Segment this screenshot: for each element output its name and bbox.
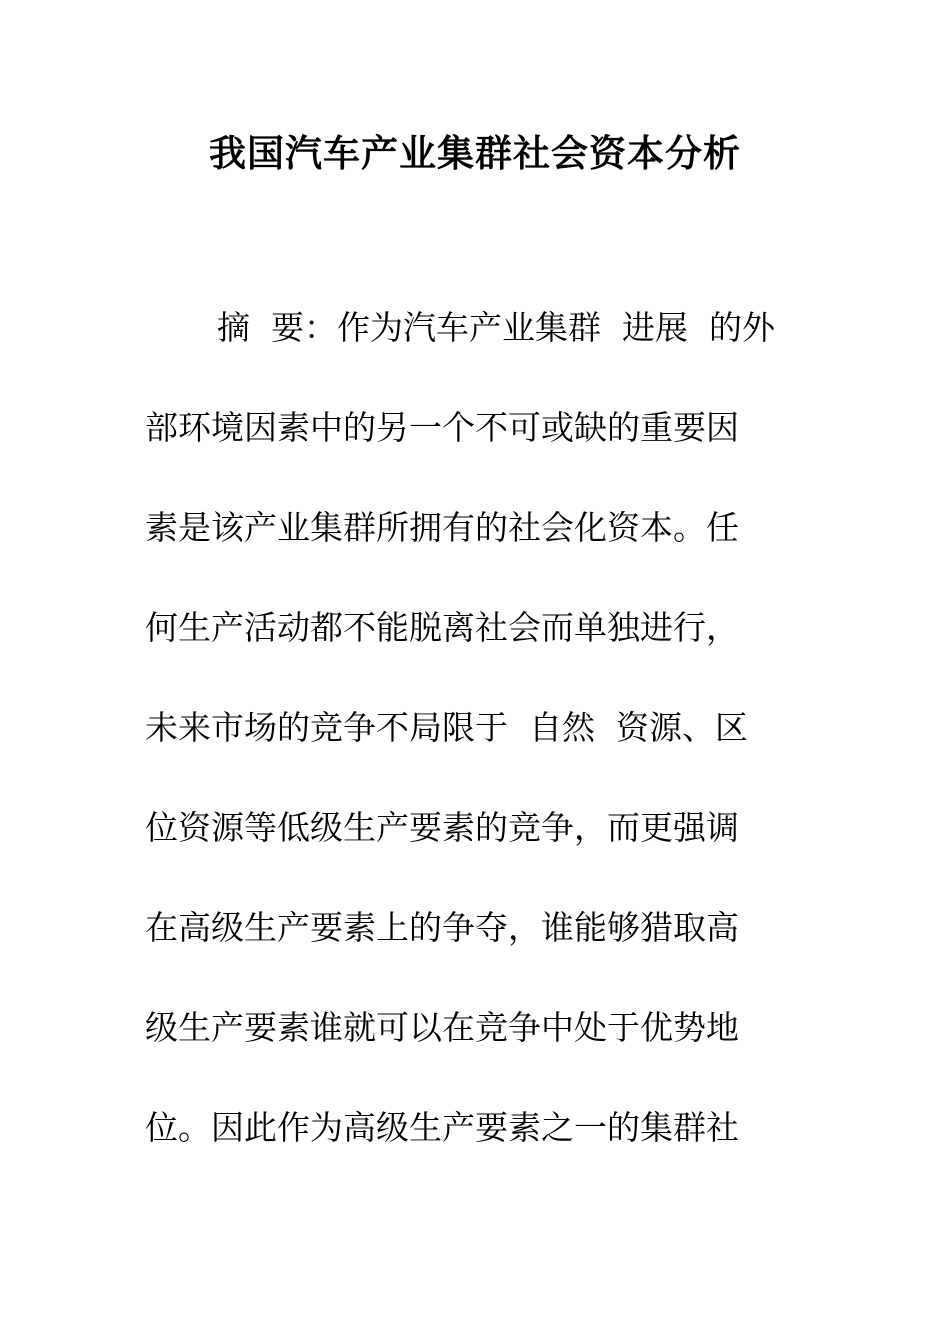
abstract-line-3: 素是该产业集群所拥有的社会化资本。任: [145, 508, 739, 547]
abstract-body: [145, 300, 805, 1200]
abstract-line-6: 位资源等低级生产要素的竞争，而更强调: [145, 808, 739, 847]
abstract-line-9: 位。因此作为高级生产要素之一的集群社: [145, 1108, 739, 1147]
abstract-line-1: 摘 要：作为汽车产业集群 进展 的外: [217, 308, 775, 347]
abstract-line-8: 级生产要素谁就可以在竞争中处于优势地: [145, 1008, 739, 1047]
abstract-line-7: 在高级生产要素上的争夺，谁能够猎取高: [145, 908, 739, 947]
abstract-line-2: 部环境因素中的另一个不可或缺的重要因: [145, 408, 739, 447]
abstract-line-5: 未来市场的竞争不局限于 自然 资源、区: [145, 708, 748, 747]
abstract-line-4: 何生产活动都不能脱离社会而单独进行，: [145, 608, 739, 647]
document-title: 我国汽车产业集群社会资本分析: [209, 131, 741, 175]
